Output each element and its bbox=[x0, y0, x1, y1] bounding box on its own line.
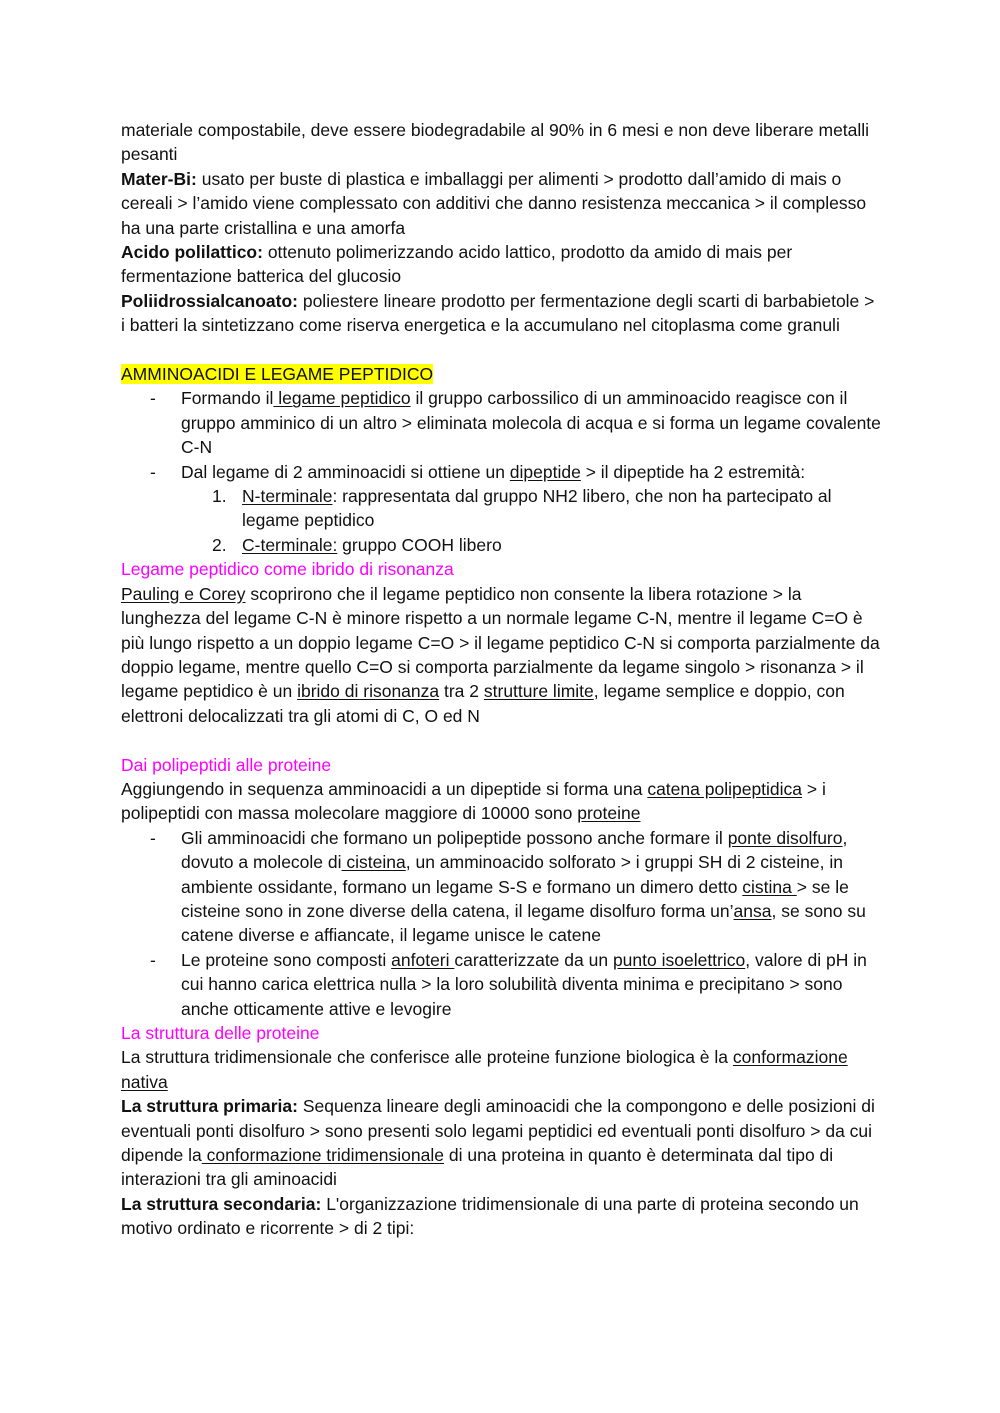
spacer bbox=[121, 728, 881, 752]
underlined-term: catena polipeptidica bbox=[647, 778, 803, 799]
underlined-term: dipeptide bbox=[509, 461, 581, 482]
term-mater-bi: Mater-Bi: bbox=[121, 168, 197, 189]
underlined-term: ansa bbox=[733, 900, 772, 921]
paragraph-polyhydroxyalkanoate: Poliidrossialcanoato: poliestere lineare prodotto per fermentazione degli scarti di barbabietole > i batteri la sintetizzano come riserva energetica e la accumulano nel citoplasma come granuli bbox=[121, 290, 875, 336]
underlined-term: C-terminale: bbox=[242, 534, 338, 555]
list-item-disulfide-bridge: - Gli amminoacidi che formano un polipeptide possono anche formare il ponte disolfuro, dovuto a molecole di cisteina, un amminoacido solforato > i gruppi SH di 2 cisteine, in ambiente ossidante, formano un legame S-S e formano un dimero detto cistina > se le cisteine sono in zone diverse della catena, il legame disolfuro forma un’ansa, se sono su catene diverse e affiancate, il legame unisce le catene bbox=[150, 827, 866, 946]
underlined-term: punto isoelettrico bbox=[612, 949, 746, 970]
document-page bbox=[121, 118, 881, 1241]
underlined-term: conformazione tridimensionale bbox=[201, 1145, 444, 1166]
dash-bullet: - bbox=[150, 949, 156, 970]
paragraph-compostable: materiale compostabile, deve essere biodegradabile al 90% in 6 mesi e non deve liberare metalli pesanti bbox=[121, 120, 870, 165]
numbered-item-c-terminal: 2. C-terminale: gruppo COOH libero bbox=[121, 533, 881, 557]
dash-bullet: - bbox=[150, 461, 156, 482]
term-polyhydroxyalkanoate: Poliidrossialcanoato: bbox=[121, 290, 298, 311]
list-number: 2. bbox=[212, 534, 227, 555]
list-number: 1. bbox=[212, 486, 227, 507]
spacer bbox=[121, 338, 881, 362]
underlined-term: cistina bbox=[742, 876, 797, 897]
list-item-dipeptide: - Dal legame di 2 amminoacidi si ottiene un dipeptide > il dipeptide ha 2 estremità: bbox=[121, 460, 881, 484]
underlined-term: conformazione nativa bbox=[121, 1047, 848, 1092]
numbered-item-n-terminal: 1. N-terminale: rappresentata dal gruppo NH2 libero, che non ha partecipato al legame peptidico bbox=[212, 486, 832, 531]
list-item-amphoteric: - Le proteine sono composti anfoteri caratterizzate da un punto isoelettrico, valore di pH in cui hanno carica elettrica nulla > la loro solubilità diventa minima e precipitano > sono anche otticamente attive e levogire bbox=[150, 949, 867, 1019]
paragraph-native-conformation: La struttura tridimensionale che conferisce alle proteine funzione biologica è la conformazione nativa bbox=[121, 1047, 848, 1092]
list-item-peptide-bond: - Formando il legame peptidico il gruppo carbossilico di un amminoacido reagisce con il gruppo amminico di un altro > eliminata molecola di acqua e si forma un legame covalente C-N bbox=[150, 388, 881, 458]
section-heading-polypeptides: Dai polipeptidi alle proteine bbox=[121, 754, 332, 775]
underlined-term: ponte disolfuro bbox=[727, 827, 843, 848]
paragraph-secondary-structure: La struttura secondaria: L'organizzazione tridimensionale di una parte di proteina secondo un motivo ordinato e ricorrente > di 2 tipi: bbox=[121, 1193, 859, 1239]
term-polylactic-acid: Acido polilattico: bbox=[121, 242, 263, 263]
term-primary-structure: La struttura primaria: bbox=[121, 1096, 298, 1117]
paragraph-resonance: Pauling e Corey scoprirono che il legame peptidico non consente la libera rotazione > la lunghezza del legame C-N è minore rispetto a un normale legame C-N, mentre il legame C=O è più lungo rispetto a un doppio legame C=O > il legame peptidico C-N si comporta parzialmente da doppio legame, mentre quello C=O si comporta parzialmente da legame singolo > risonanza > il legame peptidico è un ibrido di risonanza tra 2 strutture limite, legame semplice e doppio, con elettroni delocalizzati tra gli atomi di C, O ed N bbox=[121, 583, 880, 726]
underlined-term: ibrido di risonanza bbox=[297, 681, 440, 702]
underlined-term: Pauling e Corey bbox=[121, 583, 246, 604]
underlined-term: N-terminale bbox=[242, 486, 333, 507]
section-heading-resonance: Legame peptidico come ibrido di risonanza bbox=[121, 559, 454, 580]
paragraph-polylactic-acid: Acido polilattico: ottenuto polimerizzando acido lattico, prodotto da amido di mais per fermentazione batterica del glucosio bbox=[121, 242, 793, 287]
paragraph-polypeptides: Aggiungendo in sequenza amminoacidi a un dipeptide si forma una catena polipeptidica > i polipeptidi con massa molecolare maggiore di 10000 sono proteine bbox=[121, 778, 826, 824]
underlined-term: legame peptidico bbox=[273, 388, 411, 409]
underlined-term: proteine bbox=[577, 803, 641, 824]
paragraph-mater-bi: Mater-Bi: usato per buste di plastica e imballaggi per alimenti > prodotto dall’amido di mais o cereali > l’amido viene complessato con additivi che danno resistenza meccanica > il complesso ha una parte cristallina e una amorfa bbox=[121, 168, 867, 238]
underlined-term: anfoteri bbox=[391, 949, 455, 970]
term-secondary-structure: La struttura secondaria: bbox=[121, 1193, 322, 1214]
section-heading-protein-structure: La struttura delle proteine bbox=[121, 1023, 320, 1043]
underlined-term: cisteina bbox=[341, 852, 406, 873]
highlighted-heading: AMMINOACIDI E LEGAME PEPTIDICO bbox=[121, 364, 434, 385]
paragraph-primary-structure: La struttura primaria: Sequenza lineare degli aminoacidi che la compongono e delle posizioni di eventuali ponti disolfuro > sono presenti solo legami peptidici ed eventuali ponti disolfuro > da cui dipende la conformazione tridimensionale di una proteina in quanto è determinata dal tipo di interazioni tra gli aminoacidi bbox=[121, 1096, 875, 1190]
dash-bullet: - bbox=[150, 388, 156, 409]
dash-bullet: - bbox=[150, 827, 156, 848]
section-heading-amino-acids bbox=[121, 362, 881, 386]
underlined-term: strutture limite bbox=[483, 681, 594, 702]
